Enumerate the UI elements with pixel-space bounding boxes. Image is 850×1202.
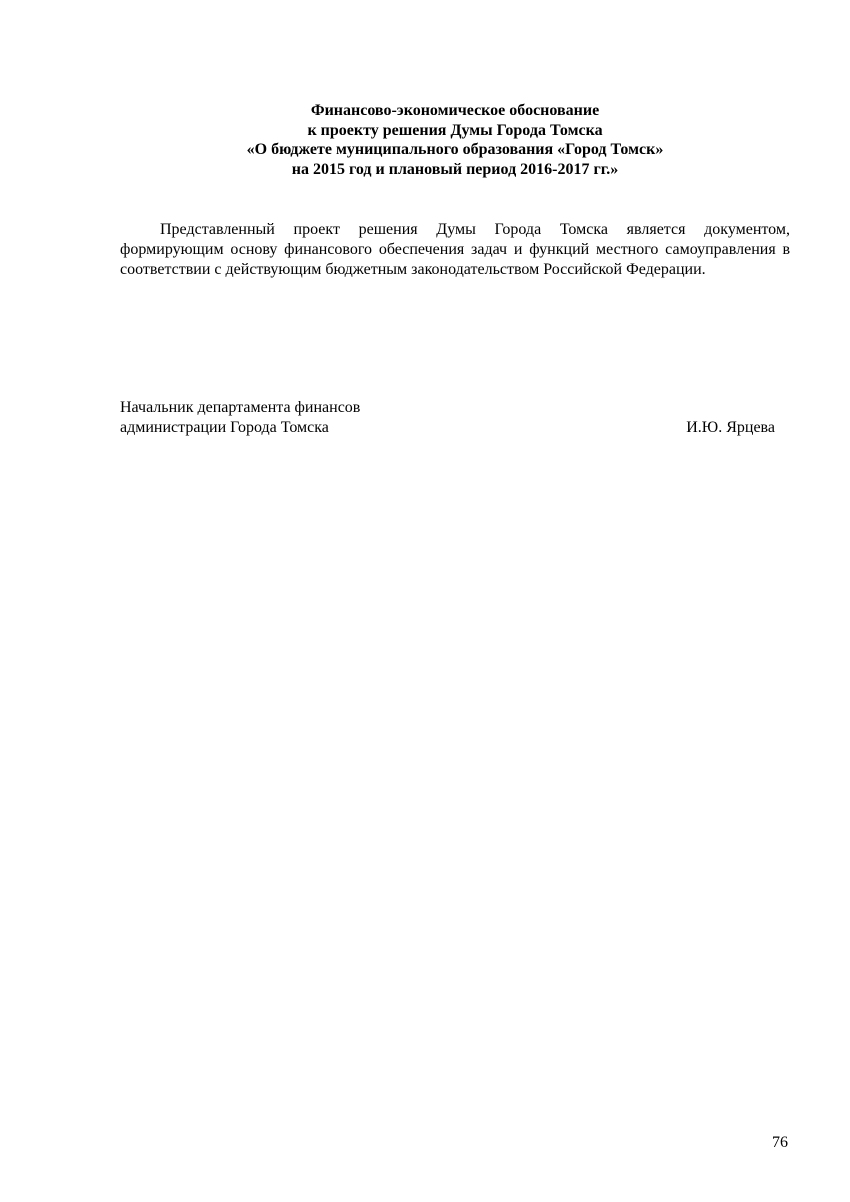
signature-block <box>120 398 775 438</box>
signatory-name: И.Ю. Ярцева <box>686 419 775 436</box>
body-paragraph: Представленный проект решения Думы Города Томска является документом, формирующим основу финансового обеспечения задач и функций местного самоуправления в соответствии с действующим бюджетным законодательством Российской Федерации. <box>120 221 790 278</box>
title-line-1: Финансово-экономическое обоснование <box>310 102 600 119</box>
title-line-3: «О бюджете муниципального образования «Город Томск» <box>246 141 664 158</box>
page-number: 76 <box>772 1134 788 1151</box>
signature-row <box>120 418 775 438</box>
signatory-position-line-2: администрации Города Томска <box>120 419 329 436</box>
title-line-2: к проекту решения Думы Города Томска <box>307 121 603 139</box>
title-line-4: на 2015 год и плановый период 2016-2017 гг.» <box>291 160 619 178</box>
document-title <box>120 101 790 179</box>
signatory-position-line-1: Начальник департамента финансов <box>120 399 361 416</box>
